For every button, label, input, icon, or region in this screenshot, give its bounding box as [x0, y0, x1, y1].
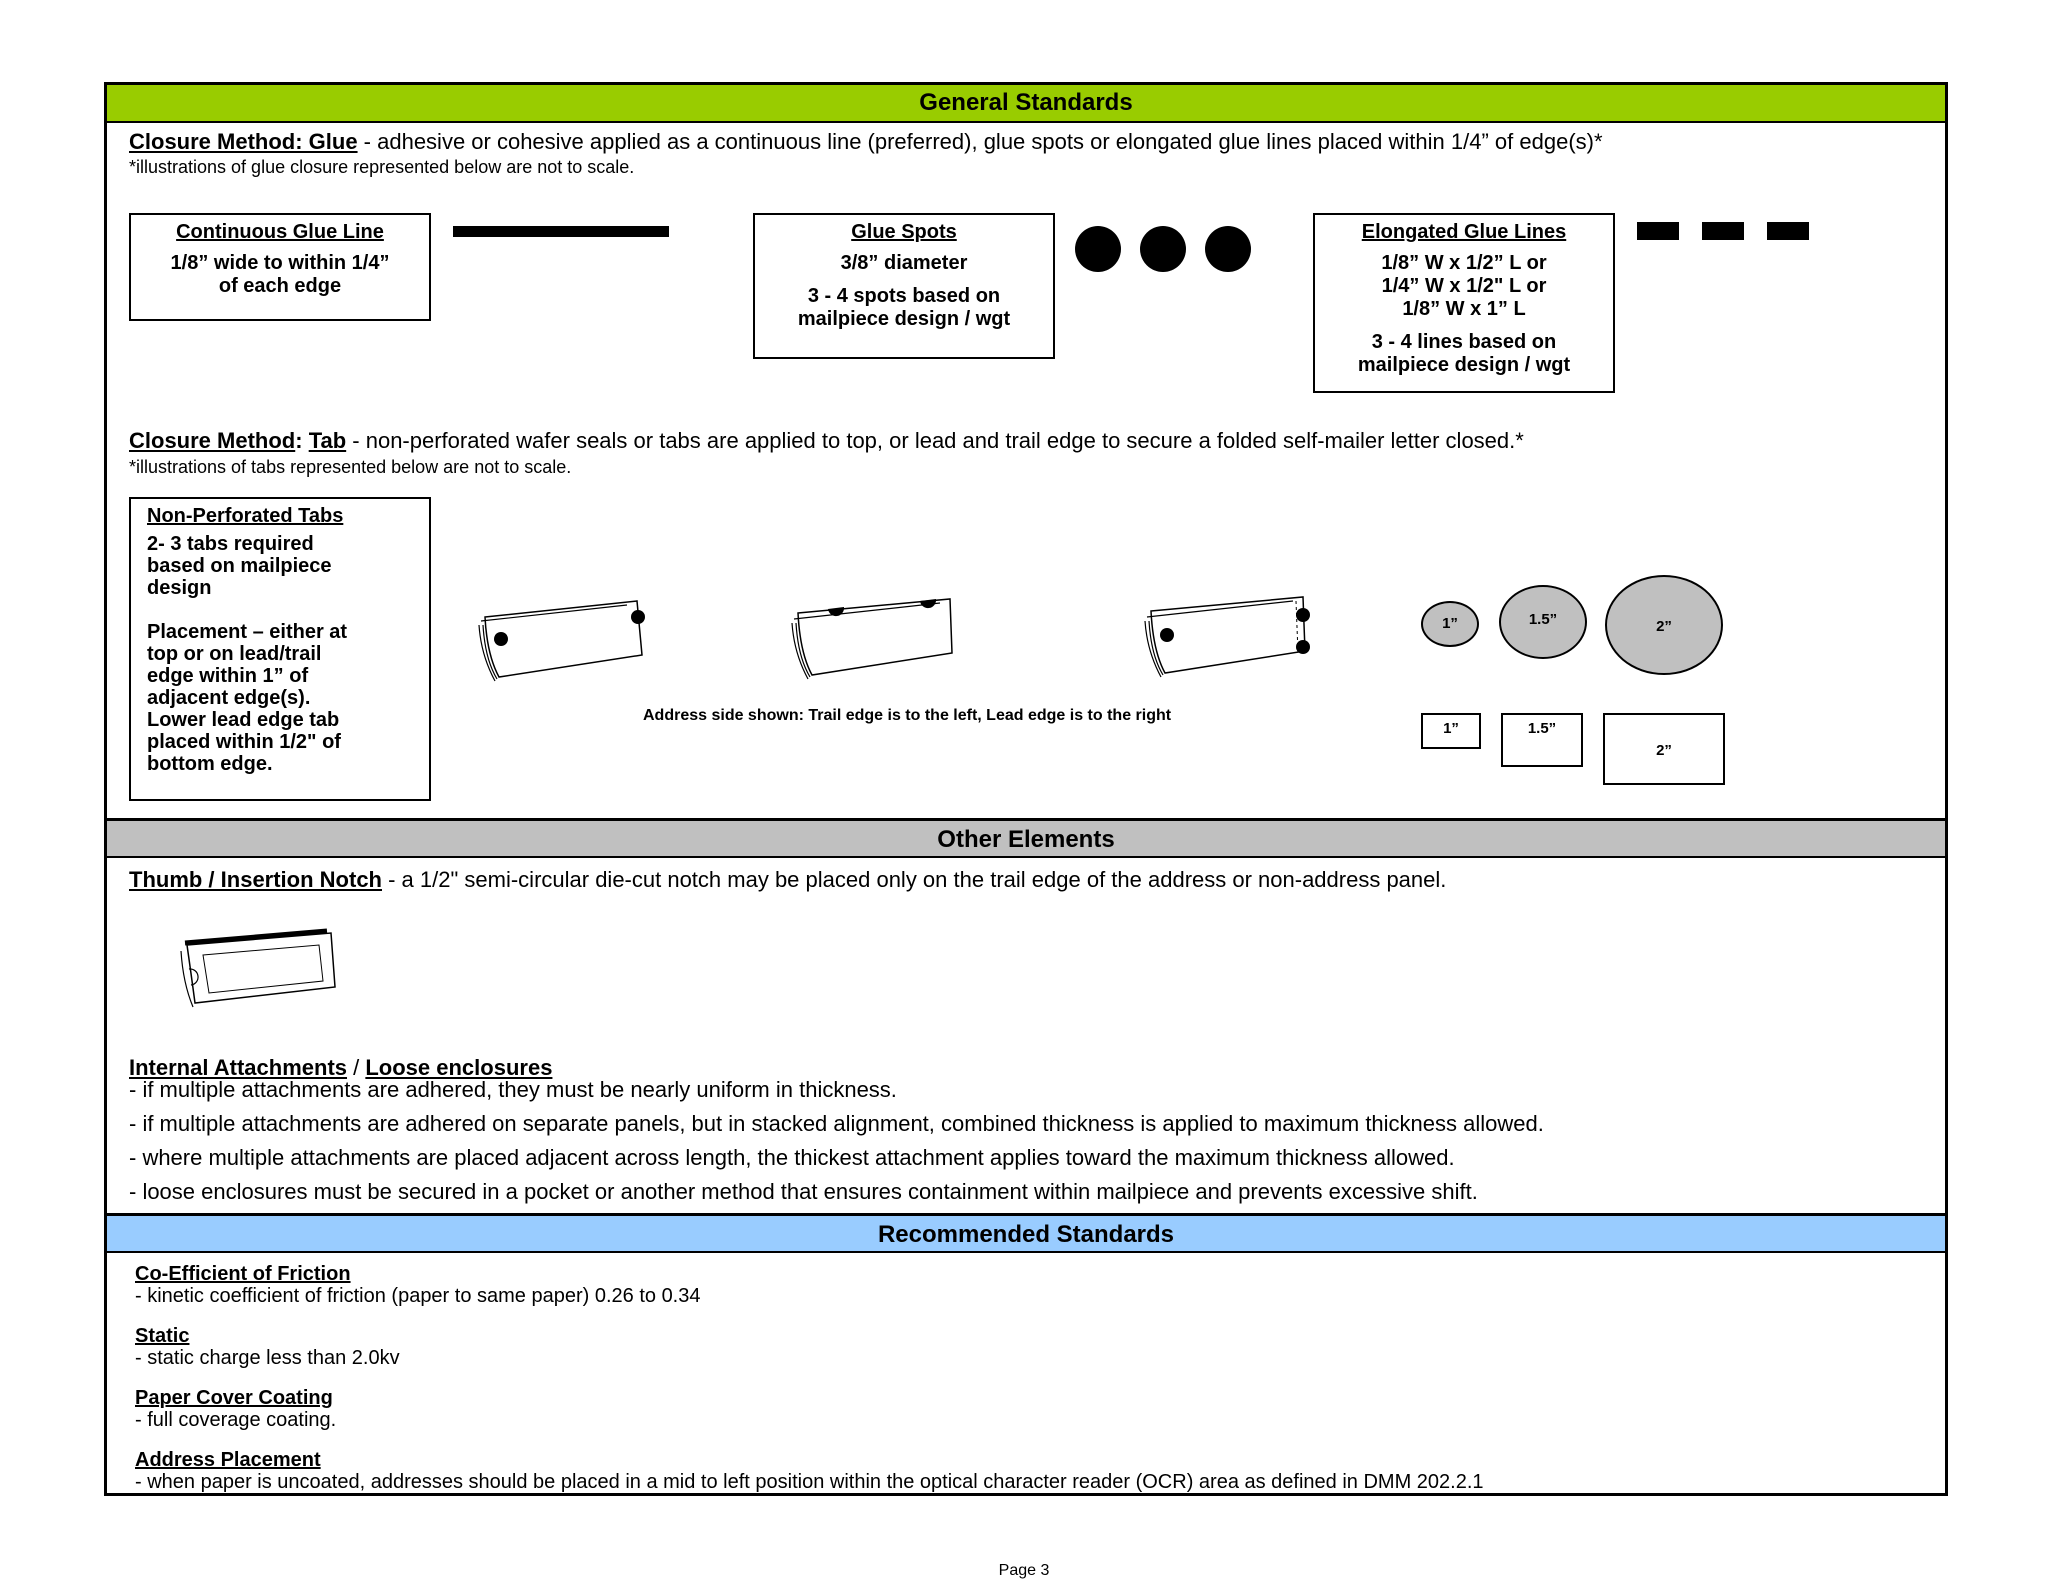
address-side-caption: Address side shown: Trail edge is to the left, Lead edge is to the right [643, 707, 1172, 724]
general-standards-header: General Standards [107, 85, 1945, 123]
elongated-glue-line-2: 1/4” W x 1/2" L or [1381, 275, 1547, 297]
attachment-rule-2: - if multiple attachments are adhered on separate panels, but in stacked alignment, combined thickness is applied to maximum thickness allowed. [129, 1111, 1544, 1136]
rec-coating-title: Paper Cover Coating [135, 1387, 333, 1409]
attachment-rule-4: - loose enclosures must be secured in a pocket or another method that ensures containment within mailpiece and prevents excessive shift. [129, 1179, 1478, 1204]
mailpiece-illustration-top [790, 593, 970, 693]
mailpiece-illustration-lead-edge [1143, 591, 1323, 691]
glue-spots-line-1: 3/8” diameter [840, 252, 968, 274]
glue-closure-text: - adhesive or cohesive applied as a continuous line (preferred), glue spots or elongated glue lines placed within 1/4” of edge(s)* [357, 129, 1603, 154]
glue-spots-line-3: mailpiece design / wgt [797, 308, 1011, 330]
page-number: Page 3 [998, 1562, 1050, 1579]
elongated-glue-line [1637, 222, 1679, 240]
glue-spot [1075, 226, 1121, 272]
tab-mark [1296, 640, 1310, 654]
tab-size-circle-1: 1” [1421, 601, 1479, 647]
rec-friction [135, 1263, 701, 1308]
elongated-glue-line [1702, 222, 1744, 240]
tab-size-circle-1-5: 1.5” [1499, 585, 1587, 659]
notch-line [129, 867, 1446, 893]
glue-spot [1205, 226, 1251, 272]
tab-size-circle-2: 2” [1605, 575, 1723, 675]
tabs-line-1: 2- 3 tabs required [147, 533, 314, 555]
glue-spots-illustration [1075, 225, 1255, 275]
tab-mark [631, 610, 645, 624]
notch-title: Thumb / Insertion Notch [129, 867, 382, 892]
continuous-glue-illustration [453, 226, 669, 237]
tabs-line-10: bottom edge. [147, 753, 273, 775]
rec-address [135, 1449, 1484, 1494]
rec-static [135, 1325, 400, 1370]
rec-friction-title: Co-Efficient of Friction [135, 1263, 351, 1285]
tabs-line-2: based on mailpiece [147, 555, 332, 577]
other-elements-header: Other Elements [107, 818, 1945, 858]
mailpiece-illustration-lead-trail [477, 595, 657, 695]
glue-spot [1140, 226, 1186, 272]
glue-note: *illustrations of glue closure represented below are not to scale. [129, 157, 635, 177]
tab-mark [1160, 628, 1174, 642]
rec-static-title: Static [135, 1325, 190, 1347]
tab-closure-line: Closure Method: Tab - non-perforated wafer seals or tabs are applied to top, or lead and trail edge to secure a folded self-mailer letter closed.* [129, 428, 1524, 453]
tabs-line-5: top or on lead/trail [147, 643, 322, 665]
tab-mark [494, 632, 508, 646]
tab-size-square-2: 2” [1603, 713, 1725, 785]
attachment-rule-3: - where multiple attachments are placed adjacent across length, the thickest attachment applies toward the maximum thickness allowed. [129, 1145, 1455, 1170]
continuous-glue-box [129, 213, 431, 321]
notch-text: - a 1/2" semi-circular die-cut notch may be placed only on the trail edge of the address or non-address panel. [382, 867, 1447, 892]
rec-static-text: - static charge less than 2.0kv [135, 1347, 400, 1369]
title-separator: / [347, 1055, 366, 1080]
non-perforated-tabs-box [129, 497, 431, 801]
elongated-glue-line-3: 1/8” W x 1” L [1402, 298, 1526, 320]
glue-spots-box [753, 213, 1055, 359]
tabs-line-6: edge within 1” of [147, 665, 309, 687]
page-frame [104, 82, 1948, 1496]
tabs-line-7: adjacent edge(s). [147, 687, 311, 709]
tabs-line-8: Lower lead edge tab [147, 709, 340, 731]
glue-closure-title: Closure Method: Glue [129, 129, 358, 154]
rec-coating-text: - full coverage coating. [135, 1409, 337, 1431]
tab-closure-title-a: Closure Method [129, 428, 296, 453]
rec-address-text: - when paper is uncoated, addresses should be placed in a mid to left position within the optical character reader (OCR) area as defined in DMM 202.2.1 [135, 1471, 1484, 1493]
elongated-glue-box [1313, 213, 1615, 393]
tab-note: *illustrations of tabs represented below are not to scale. [129, 457, 572, 477]
internal-attachments-title: Internal Attachments [129, 1055, 348, 1080]
tabs-line-4: Placement – either at [147, 621, 348, 643]
glue-spots-title: Glue Spots [851, 221, 957, 243]
tab-closure-text: - non-perforated wafer seals or tabs are applied to top, or lead and trail edge to secure a folded self-mailer letter closed.* [346, 428, 1524, 453]
tabs-line-9: placed within 1/2" of [147, 731, 341, 753]
glue-closure-line [129, 129, 1603, 155]
rec-friction-text: - kinetic coefficient of friction (paper to same paper) 0.26 to 0.34 [135, 1285, 701, 1307]
rec-address-title: Address Placement [135, 1449, 321, 1471]
elongated-glue-line-5: mailpiece design / wgt [1357, 354, 1571, 376]
elongated-glue-line-1: 1/8” W x 1/2” L or [1381, 252, 1547, 274]
loose-enclosures-title: Loose enclosures [365, 1055, 553, 1080]
tab-mark [1296, 608, 1310, 622]
elongated-glue-line-4: 3 - 4 lines based on [1371, 331, 1557, 353]
continuous-glue-line-2: of each edge [218, 275, 342, 297]
tab-closure-title-b: Tab [308, 428, 347, 453]
tab-size-square-1: 1” [1421, 713, 1481, 749]
elongated-glue-title: Elongated Glue Lines [1361, 221, 1567, 243]
elongated-glue-line [1767, 222, 1809, 240]
non-perforated-tabs-title: Non-Perforated Tabs [147, 505, 344, 527]
continuous-glue-title: Continuous Glue Line [176, 221, 384, 243]
recommended-standards-header: Recommended Standards [107, 1213, 1945, 1253]
elongated-glue-illustration [1637, 222, 1817, 242]
notch-mailpiece-illustration [177, 923, 347, 1013]
glue-spots-line-2: 3 - 4 spots based on [807, 285, 1001, 307]
continuous-glue-line-1: 1/8” wide to within 1/4” [170, 252, 390, 274]
attachment-rule-1: - if multiple attachments are adhered, they must be nearly uniform in thickness. [129, 1077, 897, 1102]
tabs-line-3: design [147, 577, 212, 599]
rec-coating [135, 1387, 336, 1432]
tab-size-square-1-5: 1.5” [1501, 713, 1583, 767]
